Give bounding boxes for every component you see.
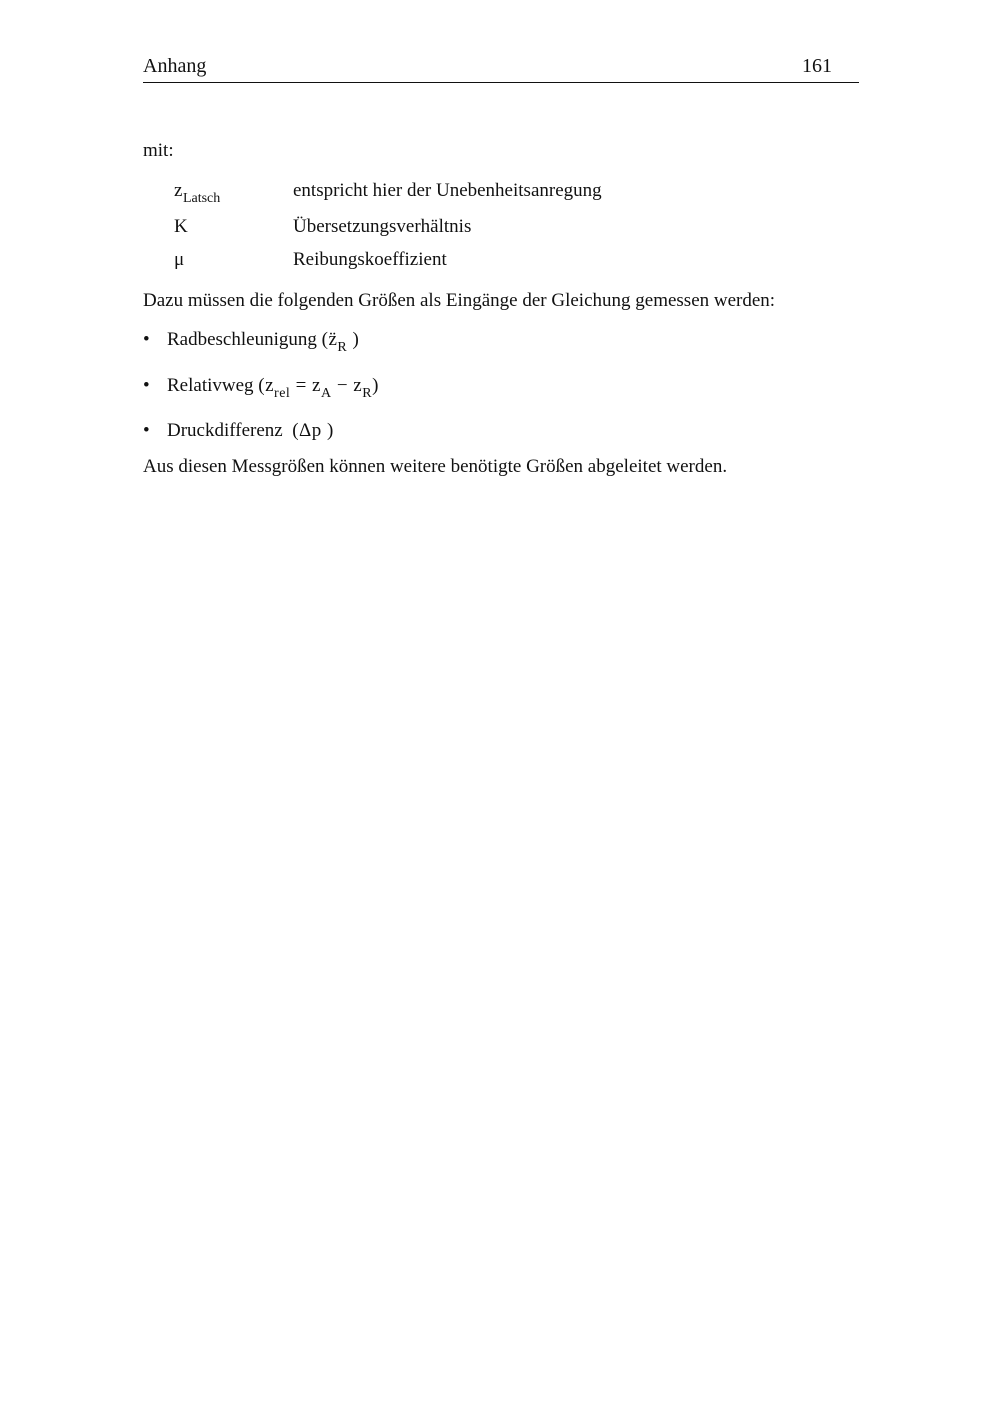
formula-pressure-difference: (Δp ) (292, 420, 334, 441)
symbol-subscript: Latsch (182, 191, 221, 206)
symbol-z-latsch (174, 180, 221, 206)
symbol-description: entspricht hier der Unebenheitsanregung (293, 180, 602, 201)
formula-subscript: rel (274, 386, 291, 401)
formula-subscript: A (320, 386, 332, 401)
formula-subscript: R (362, 386, 373, 401)
symbol-main: z (174, 180, 183, 201)
header-section-title: Anhang (143, 55, 207, 77)
formula-part: = z (290, 375, 321, 396)
formula-part: − z (331, 375, 363, 396)
bullet-marker: • (143, 375, 150, 396)
formula-close: ) (347, 329, 360, 350)
formula-open: ( (321, 329, 329, 350)
formula-wheel-acceleration (321, 329, 360, 355)
symbol-k: K (174, 216, 188, 237)
bullet-marker: • (143, 420, 150, 441)
bullet-item-radbeschleunigung (167, 329, 360, 355)
bullet-item-druckdifferenz (167, 420, 334, 442)
measurement-intro: Dazu müssen die folgenden Größen als Eingänge der Gleichung gemessen werden: (143, 290, 776, 311)
bullet-label: Druckdifferenz (167, 420, 283, 441)
conclusion-text: Aus diesen Messgrößen können weitere benötigte Größen abgeleitet werden. (143, 456, 728, 477)
symbol-mu: μ (174, 249, 185, 270)
page-header (143, 55, 859, 83)
bullet-marker: • (143, 329, 150, 350)
symbol-description: Reibungskoeffizient (293, 249, 447, 270)
bullet-label: Relativweg (167, 375, 254, 396)
symbol-description: Übersetzungsverhältnis (293, 216, 472, 237)
page-number: 161 (802, 55, 832, 77)
formula-part: (z (258, 375, 275, 396)
formula-relative-travel (258, 375, 379, 401)
bullet-item-relativweg (167, 375, 379, 401)
bullet-label: Radbeschleunigung (167, 329, 317, 350)
formula-part: ) (372, 375, 379, 396)
formula-var: z̈ (328, 329, 338, 350)
intro-text: mit: (143, 140, 174, 161)
formula-subscript: R (337, 340, 348, 355)
